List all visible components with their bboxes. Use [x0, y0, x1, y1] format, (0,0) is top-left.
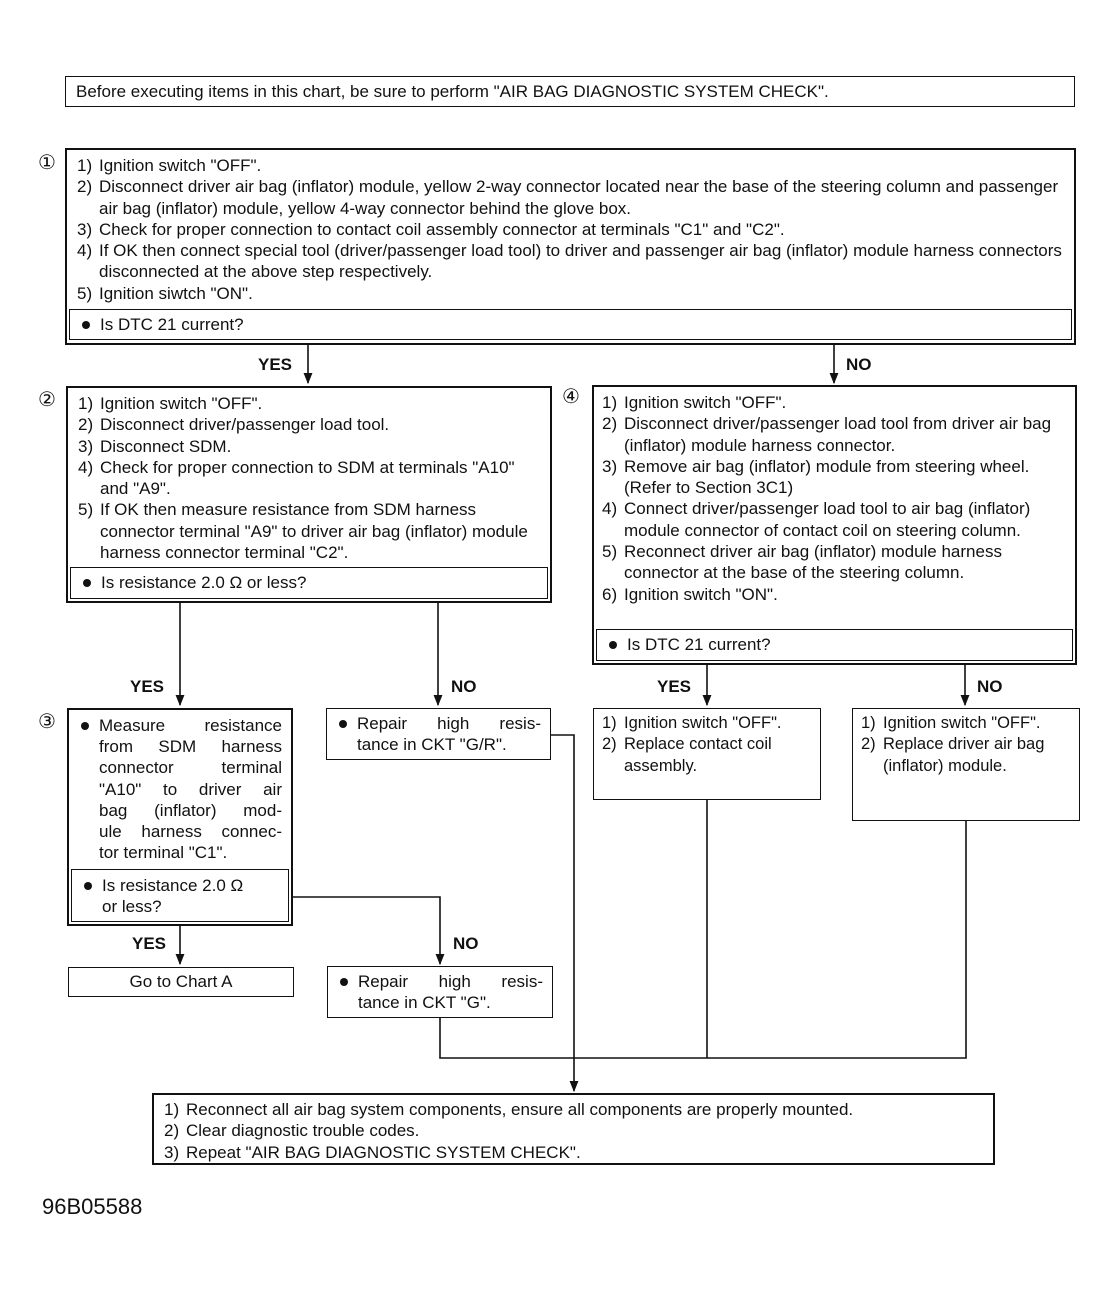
bullet-icon [339, 720, 347, 728]
final-item: 3) Repeat "AIR BAG DIAGNOSTIC SYSTEM CHECK". [164, 1142, 581, 1162]
no-label-step3: NO [453, 934, 479, 953]
final-item: 1) Reconnect all air bag system components, ensure all components are properly mounted. [164, 1100, 854, 1119]
step2-item: 1) Ignition switch "OFF". [78, 394, 263, 413]
step3-line: ule harness connec- [99, 822, 282, 842]
repair-g-line: tance in CKT "G". [358, 993, 491, 1012]
step4-box [592, 385, 1077, 665]
no-label-step4: NO [977, 677, 1003, 696]
step3-line: tor terminal "C1". [99, 843, 228, 863]
repair-g-box [327, 966, 553, 1018]
replace-coil-item: 1) Ignition switch "OFF". [602, 714, 782, 732]
step3-line: connector terminal [99, 758, 282, 778]
step3-question: Is resistance 2.0 Ω or less? [71, 869, 289, 922]
bullet-icon [84, 882, 92, 890]
step3-line: bag (inflator) mod- [99, 800, 282, 820]
step1-item: 4) If OK then connect special tool (driver/passenger load tool) to driver and passenger air bag (inflator) module harness connectors disconnected at the above step respectively. [77, 241, 1062, 282]
notice-box [65, 76, 1075, 107]
step1-steps [67, 150, 1074, 304]
step2-item: 4) Check for proper connection to SDM at terminals "A10" and "A9". [78, 457, 515, 499]
replace-module-item: 2) Replace driver air bag (inflator) module. [861, 735, 1045, 775]
go-chart-a-box [68, 967, 294, 997]
bullet-icon [609, 641, 617, 649]
figure-code: 96B05588 [42, 1194, 143, 1219]
step4-item: 6) Ignition switch "ON". [602, 584, 778, 604]
bullet-icon [82, 321, 90, 329]
repair-g-line: Repair high resis- [358, 972, 543, 991]
line-merge-bottom [440, 821, 966, 1058]
no-label-step2: NO [451, 677, 477, 696]
step3-marker: ③ [38, 711, 56, 733]
yes-label-step4: YES [657, 677, 692, 696]
step4-steps [594, 387, 1075, 605]
final-steps [154, 1095, 993, 1163]
step2-item: 5) If OK then measure resistance from SDM harness connector terminal "A9" to driver air bag (inflator) module harness connector terminal "C2". [78, 500, 528, 563]
bullet-icon [83, 579, 91, 587]
bullet-icon [81, 722, 89, 730]
yes-label-step2: YES [130, 677, 165, 696]
step4-item: 5) Reconnect driver air bag (inflator) module harness connector at the base of the steering column. [602, 542, 1002, 583]
repair-gr-box [326, 708, 551, 760]
step2-item: 2) Disconnect driver/passenger load tool. [78, 415, 390, 435]
replace-module-steps [853, 709, 1079, 777]
step1-item: 3) Check for proper connection to contact coil assembly connector at terminals "C1" and "C2". [77, 219, 785, 239]
repair-gr-line: tance in CKT "G/R". [357, 735, 507, 754]
notice-text: Before executing items in this chart, be sure to perform "AIR BAG DIAGNOSTIC SYSTEM CHECK". [76, 82, 829, 101]
go-chart-a-text: Go to Chart A [129, 972, 233, 991]
step1-question: Is DTC 21 current? [69, 309, 1072, 340]
step1-item: 5) Ignition siwtch "ON". [77, 283, 253, 303]
step4-item: 4) Connect driver/passenger load tool to air bag (inflator) module connector of contact coil on steering column. [602, 499, 1031, 540]
step4-item: 2) Disconnect driver/passenger load tool from driver air bag (inflator) module harness connector. [602, 414, 1052, 455]
step3-line: from SDM harness [99, 737, 282, 757]
step2-marker: ② [38, 389, 56, 411]
replace-coil-item: 2) Replace contact coil assembly. [602, 735, 772, 775]
replace-module-item: 1) Ignition switch "OFF". [861, 714, 1041, 732]
step4-item: 1) Ignition switch "OFF". [602, 393, 787, 412]
no-label-step1: NO [846, 355, 872, 374]
step1-item: 1) Ignition switch "OFF". [77, 156, 262, 175]
arrow-step3-to-repair-g [292, 897, 440, 964]
repair-gr-line: Repair high resis- [357, 714, 541, 733]
step4-item: 3) Remove air bag (inflator) module from steering wheel. (Refer to Section 3C1) [602, 456, 1030, 498]
replace-coil-steps [594, 709, 820, 777]
replace-module-box [852, 708, 1080, 821]
step1-marker: ① [38, 152, 56, 174]
yes-label-step3: YES [132, 934, 167, 953]
yes-label-step1: YES [258, 355, 293, 374]
step2-question: Is resistance 2.0 Ω or less? [70, 567, 548, 599]
step1-item: 2) Disconnect driver air bag (inflator) module, yellow 2-way connector located near the base of the steering column and passenger air bag (inflator) module, yellow 4-way connector behind the glove box. [77, 177, 1059, 218]
final-box [152, 1093, 995, 1165]
line-repair-gr-to-final [551, 735, 574, 1091]
step3-line: Measure resistance [99, 716, 282, 735]
step2-item: 3) Disconnect SDM. [78, 436, 232, 456]
step4-marker: ④ [562, 386, 580, 408]
bullet-icon [340, 978, 348, 986]
step2-steps [68, 388, 550, 563]
final-item: 2) Clear diagnostic trouble codes. [164, 1121, 420, 1141]
step3-line: "A10" to driver air [99, 779, 282, 799]
replace-coil-box [593, 708, 821, 800]
step4-question: Is DTC 21 current? [596, 629, 1073, 661]
